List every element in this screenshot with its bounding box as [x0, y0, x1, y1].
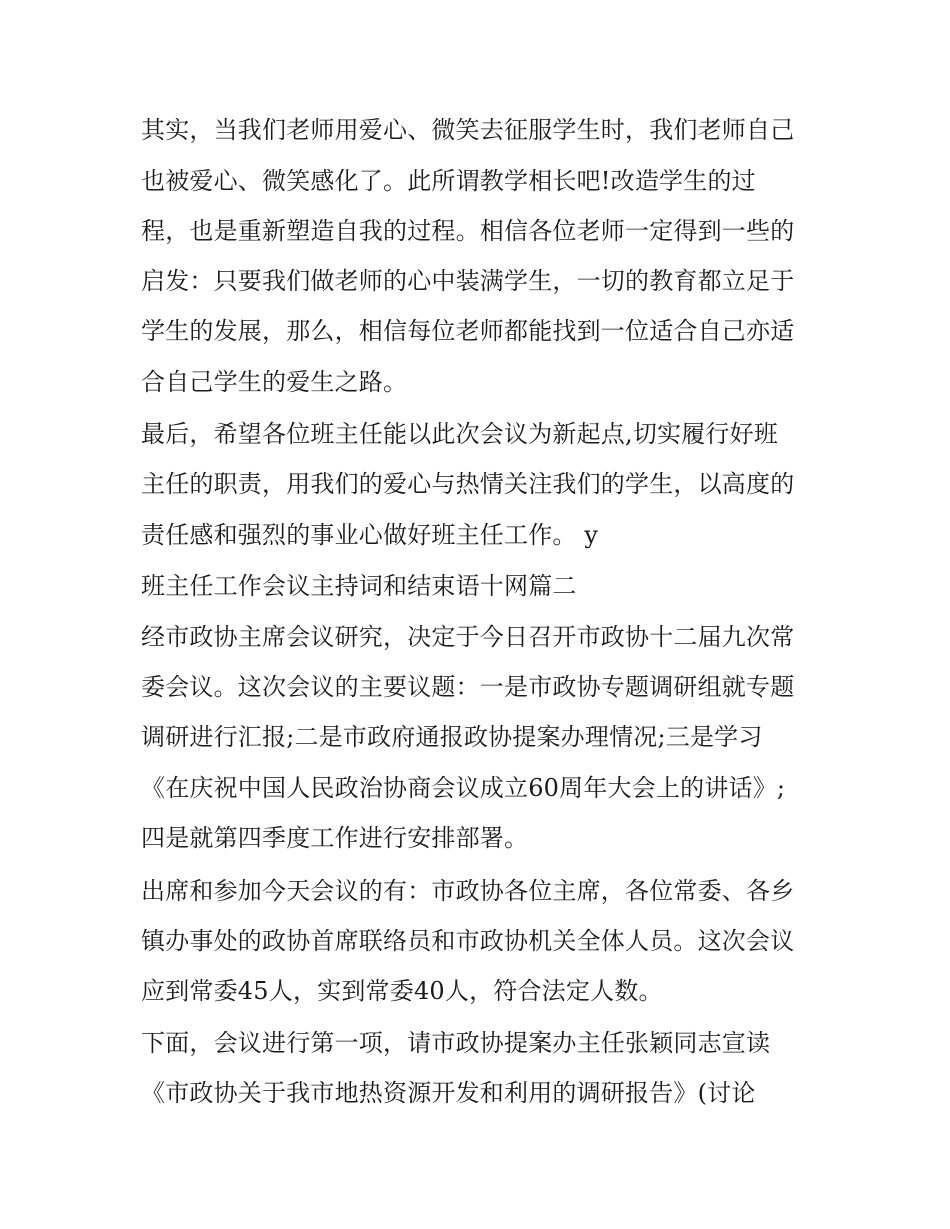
text-line: 也被爱心、微笑感化了。此所谓教学相长吧!改造学生的过 [141, 167, 756, 195]
text-line: 出席和参加今天会议的有：市政协各位主席，各位常委、各乡 [141, 877, 795, 905]
text-line: 学生的发展，那么，相信每位老师都能找到一位适合自己亦适 [141, 317, 795, 345]
text-line: 责任感和强烈的事业心做好班主任工作。 y [141, 521, 599, 549]
text-line: 应到常委45人，实到常委40人，符合法定人数。 [141, 977, 663, 1005]
text-line: 启发：只要我们做老师的心中装满学生，一切的教育都立足于 [141, 267, 795, 295]
text-line: 调研进行汇报;二是市政府通报政协提案办理情况;三是学习 [141, 723, 763, 751]
text-line: 四是就第四季度工作进行安排部署。 [141, 824, 529, 852]
text-line: 下面，会议进行第一项，请市政协提案办主任张颖同志宣读 [141, 1029, 771, 1057]
text-line: 《在庆祝中国人民政治协商会议成立60周年大会上的讲话》; [141, 774, 786, 802]
text-line: 经市政协主席会议研究，决定于今日召开市政协十二届九次常 [141, 623, 795, 651]
text-line: 合自己学生的爱生之路。 [141, 368, 408, 396]
text-line: 其实，当我们老师用爱心、微笑去征服学生时，我们老师自己 [141, 116, 795, 144]
text-line: 镇办事处的政协首席联络员和市政协机关全体人员。这次会议 [141, 927, 795, 955]
text-line: 程，也是重新塑造自我的过程。相信各位老师一定得到一些的 [141, 217, 795, 245]
text-line: 委会议。这次会议的主要议题：一是市政协专题调研组就专题 [141, 673, 795, 701]
text-line: 《市政协关于我市地热资源开发和利用的调研报告》(讨论 [141, 1079, 756, 1107]
text-line: 最后，希望各位班主任能以此次会议为新起点,切实履行好班 [141, 420, 779, 448]
text-line: 主任的职责，用我们的爱心与热情关注我们的学生，以高度的 [141, 470, 795, 498]
section-heading: 班主任工作会议主持词和结束语十网篇二 [141, 572, 577, 600]
